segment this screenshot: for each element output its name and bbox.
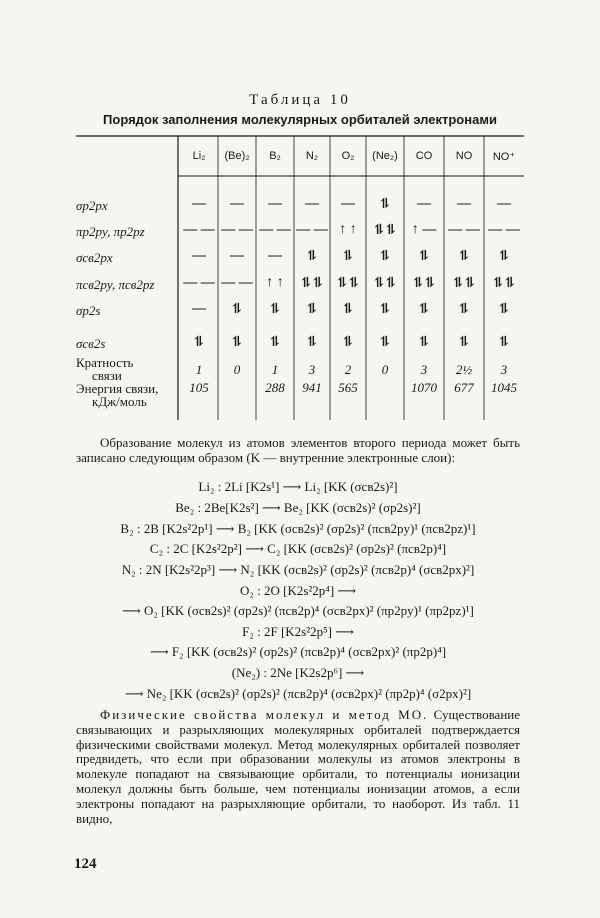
energy-cell: 677	[454, 380, 474, 395]
orbital-cell: —	[497, 196, 511, 211]
multiplicity-cell: 2½	[455, 362, 473, 377]
orbital-cell: ⥮	[418, 335, 430, 350]
orbital-cell: ⥮	[458, 335, 470, 350]
orbital-cell: ⥮	[193, 335, 205, 350]
section-paragraph	[76, 708, 520, 826]
energy-cell: 288	[265, 380, 285, 395]
energy-cell: 941	[302, 380, 322, 395]
orbital-row-label: σp2px	[76, 198, 108, 213]
orbital-cell: ⥮	[342, 335, 354, 350]
column-header: NO	[455, 150, 473, 162]
orbital-cell: — —	[448, 222, 480, 237]
orbital-row-label: σсв2px	[76, 250, 113, 265]
orbital-cell: ⥮⥮	[492, 276, 516, 291]
energy-label-1: Энергия связи,	[76, 381, 159, 396]
orbital-cell: — —	[183, 222, 215, 237]
orbital-cell: ⥮	[498, 335, 510, 350]
orbital-cell: — —	[221, 222, 253, 237]
orbital-cell: ⥮	[418, 249, 430, 264]
multiplicity-cell: 3	[500, 362, 508, 377]
equation: B₂ : 2B [K2s²2p¹] ⟶ B₂ [KK (σсв2s)² (σр2s)² (πсв2py)¹ (πсв2pz)¹]	[120, 521, 476, 536]
orbital-cell: ⥮	[498, 249, 510, 264]
equation: Li₂ : 2Li [K2s¹] ⟶ Li₂ [KK (σсв2s)²]	[198, 479, 398, 494]
orbital-cell: ⥮⥮	[300, 276, 324, 291]
orbital-cell: — —	[221, 275, 253, 290]
multiplicity-cell: 3	[420, 362, 428, 377]
orbital-row-label: σp2s	[76, 303, 101, 318]
orbital-cell: —	[305, 196, 319, 211]
equation: Be₂ : 2Be[K2s²] ⟶ Be₂ [KK (σсв2s)² (σр2s)²]	[175, 500, 421, 515]
multiplicity-cell: 3	[308, 362, 316, 377]
column-header: NO⁺	[492, 151, 516, 163]
orbital-cell: ⥮⥮	[373, 276, 397, 291]
multiplicity-cell: 1	[271, 362, 279, 377]
orbital-cell: ⥮	[306, 335, 318, 350]
energy-cell: 1070	[411, 380, 437, 395]
orbital-cell: ⥮	[379, 335, 391, 350]
multiplicity-cell: 0	[233, 362, 241, 377]
energy-cell: 1045	[491, 380, 517, 395]
energy-cell: 105	[189, 380, 209, 395]
orbital-cell: ⥮	[342, 302, 354, 317]
section-text: Существование связывающих и разрыхляющих молекулярных орбиталей подтверждается физическими свойствами молекул. Метод молекулярных орбиталей позволяет предвидеть, что если при образовании молекулы из атомов электроны в молекуле попадают на связывающие орбитали, то потенциалы ионизации молекул должны быть больше, чем потенциалы ионизации атомов, а если электроны попадают на разрыхляющие орбитали, то наоборот. Из табл. 11 видно,	[76, 707, 521, 826]
page-number: 124	[74, 856, 97, 872]
equation: ⟶ O₂ [KK (σсв2s)² (σр2s)² (πсв2p)⁴ (σсв2px)² (πр2py)¹ (πр2pz)¹]	[122, 603, 474, 618]
orbital-cell: ⥮	[458, 249, 470, 264]
equation: F₂ : 2F [K2s²2p⁵] ⟶	[242, 624, 354, 639]
column-header: Li₂	[192, 150, 206, 162]
orbital-row-label: σсв2s	[76, 336, 106, 351]
orbital-cell: ⥮	[379, 249, 391, 264]
equation: ⟶ F₂ [KK (σсв2s)² (σр2s)² (πсв2p)⁴ (σсв2px)² (πр2p)⁴]	[149, 644, 447, 659]
equation: (Ne₂) : 2Ne [K2s2p⁶] ⟶	[231, 665, 365, 680]
multiplicity-label-1: Кратность	[76, 355, 134, 370]
orbital-cell: — —	[488, 222, 520, 237]
orbital-cell: ⥮	[379, 197, 391, 212]
orbital-cell: —	[417, 196, 431, 211]
section-title: Физические свойства молекул и метод МО.	[100, 707, 429, 722]
multiplicity-cell: 0	[381, 362, 389, 377]
column-header: N₂	[305, 150, 319, 162]
orbital-cell: —	[230, 196, 244, 211]
multiplicity-cell: 2	[344, 362, 352, 377]
column-header: (Be)₂	[224, 150, 250, 162]
orbital-cell: — —	[296, 222, 328, 237]
orbital-cell: ⥮	[498, 302, 510, 317]
intro-paragraph: Образование молекул из атомов элементов второго периода может быть записано следующим образом (K — внутренние электронные слои):	[76, 435, 520, 465]
orbital-cell: ⥮	[269, 335, 281, 350]
orbital-cell: ↑ ↑	[266, 275, 284, 290]
orbital-cell: ⥮	[269, 302, 281, 317]
orbital-cell: ↑ —	[411, 222, 437, 237]
equation: C₂ : 2C [K2s²2p²] ⟶ C₂ [KK (σсв2s)² (σр2s)² (πсв2p)⁴]	[149, 541, 447, 556]
column-header: O₂	[341, 150, 355, 162]
energy-label-2: кДж/моль	[92, 394, 147, 409]
column-header: CO	[415, 150, 433, 162]
orbital-row-label: πp2py, πp2pz	[76, 224, 145, 239]
column-header: (Ne₂)	[372, 150, 398, 162]
multiplicity-cell: 1	[195, 362, 203, 377]
orbital-cell: ⥮	[418, 302, 430, 317]
orbital-cell: —	[268, 248, 282, 263]
orbital-cell: —	[192, 248, 206, 263]
equation: O₂ : 2O [K2s²2p⁴] ⟶	[239, 583, 357, 598]
column-header: B₂	[269, 150, 281, 162]
orbital-row-label: πсв2py, πсв2pz	[76, 277, 155, 292]
orbital-cell: —	[230, 248, 244, 263]
orbital-cell: ⥮	[231, 335, 243, 350]
orbital-cell: ⥮	[231, 302, 243, 317]
equation: ⟶ Ne₂ [KK (σсв2s)² (σр2s)² (πсв2p)⁴ (σсв2px)² (πр2p)⁴ (σ2px)²]	[124, 686, 472, 701]
orbital-cell: —	[268, 196, 282, 211]
multiplicity-label-2: связи	[92, 368, 122, 383]
orbital-cell: — —	[259, 222, 291, 237]
orbital-cell: ⥮	[458, 302, 470, 317]
orbital-cell: ⥮⥮	[452, 276, 476, 291]
orbital-cell: ⥮⥮	[336, 276, 360, 291]
orbital-cell: ⥮⥮	[373, 223, 397, 238]
equation: N₂ : 2N [K2s²2p³] ⟶ N₂ [KK (σсв2s)² (σр2s)² (πсв2p)⁴ (σсв2px)²]	[121, 562, 475, 577]
orbital-cell: ↑ ↑	[339, 222, 357, 237]
table-caption-title: Порядок заполнения молекулярных орбиталей электронами	[103, 112, 497, 127]
energy-cell: 565	[338, 380, 358, 395]
orbital-cell: ⥮	[306, 249, 318, 264]
orbital-cell: ⥮	[306, 302, 318, 317]
orbital-cell: ⥮	[379, 302, 391, 317]
table-caption-number: Таблица 10	[249, 92, 351, 108]
orbital-cell: —	[192, 196, 206, 211]
orbital-cell: —	[341, 196, 355, 211]
orbital-cell: — —	[183, 275, 215, 290]
orbital-cell: ⥮	[342, 249, 354, 264]
orbital-cell: ⥮⥮	[412, 276, 436, 291]
orbital-cell: —	[457, 196, 471, 211]
orbital-cell: —	[192, 301, 206, 316]
